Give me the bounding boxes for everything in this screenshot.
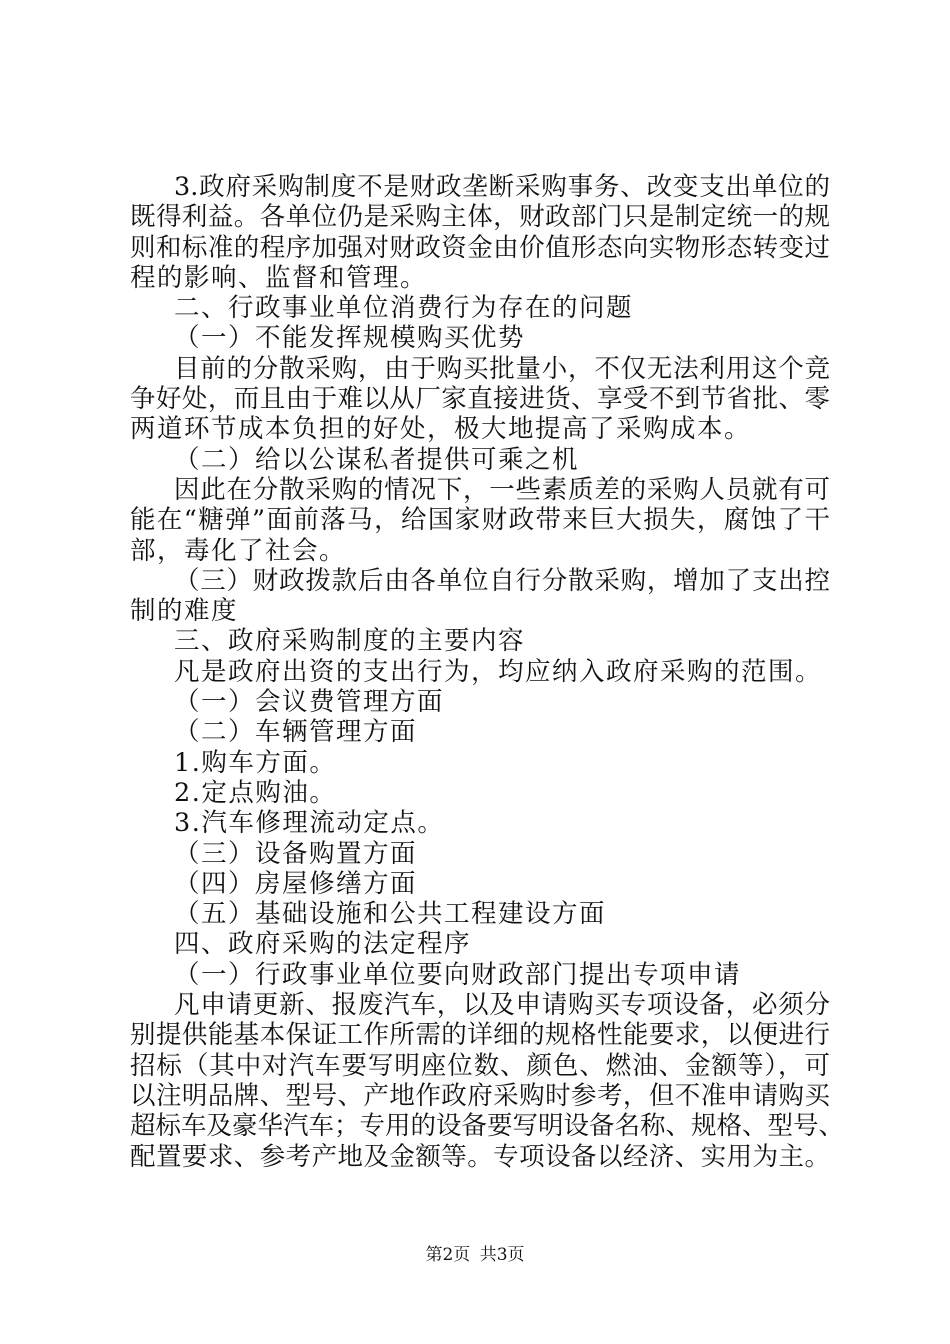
text-line: 3.政府采购制度不是财政垄断采购事务、改变支出单位的 bbox=[174, 172, 830, 202]
text-line: 别提供能基本保证工作所需的详细的规格性能要求，以便进行 bbox=[130, 1020, 830, 1051]
text-line: 程的影响、监督和管理。 bbox=[130, 262, 428, 293]
text-line: 招标（其中对汽车要写明座位数、颜色、燃油、金额等），可 bbox=[130, 1050, 830, 1081]
text-line: 争好处，而且由于难以从厂家直接进货、享受不到节省批、零 bbox=[130, 384, 830, 415]
page-number: 第2页 bbox=[425, 1245, 471, 1265]
text-line: （四）房屋修缮方面 bbox=[174, 868, 418, 899]
text-line: 2.定点购油。 bbox=[174, 777, 337, 808]
text-line: 四、政府采购的法定程序 bbox=[174, 929, 472, 960]
text-line: （一）不能发挥规模购买优势 bbox=[174, 323, 526, 354]
text-line: 超标车及豪华汽车；专用的设备要写明设备名称、规格、型号、 bbox=[130, 1111, 845, 1142]
text-line: 目前的分散采购，由于购买批量小，不仅无法利用这个竞 bbox=[174, 353, 830, 384]
text-line: （五）基础设施和公共工程建设方面 bbox=[174, 899, 607, 930]
text-line: 三、政府采购制度的主要内容 bbox=[174, 626, 526, 657]
text-line: 既得利益。各单位仍是采购主体，财政部门只是制定统一的规 bbox=[130, 202, 830, 233]
page-total: 共3页 bbox=[479, 1245, 525, 1265]
text-line: （二）车辆管理方面 bbox=[174, 717, 418, 748]
text-line: 1.购车方面。 bbox=[174, 747, 337, 778]
text-line: 因此在分散采购的情况下，一些素质差的采购人员就有可 bbox=[174, 474, 830, 505]
document-body bbox=[130, 172, 845, 1172]
text-line: （三）设备购置方面 bbox=[174, 838, 418, 869]
text-line: 以注明品牌、型号、产地作政府采购时参考，但不准申请购买 bbox=[130, 1080, 830, 1111]
text-line: 部，毒化了社会。 bbox=[130, 535, 347, 566]
text-line: （二）给以公谋私者提供可乘之机 bbox=[174, 444, 580, 475]
text-line: 凡是政府出资的支出行为，均应纳入政府采购的范围。 bbox=[174, 656, 823, 687]
text-line: （三）财政拨款后由各单位自行分散采购，增加了支出控 bbox=[174, 565, 830, 596]
text-line: （一）行政事业单位要向财政部门提出专项申请 bbox=[174, 959, 742, 990]
text-line: 制的难度 bbox=[130, 596, 239, 627]
page-footer bbox=[0, 1240, 950, 1265]
text-line: 则和标准的程序加强对财政资金由价值形态向实物形态转变过 bbox=[130, 232, 830, 263]
text-line: 配置要求、参考产地及金额等。专项设备以经济、实用为主。 bbox=[130, 1141, 830, 1172]
text-line: 两道环节成本负担的好处，极大地提高了采购成本。 bbox=[130, 414, 752, 445]
text-line: 二、行政事业单位消费行为存在的问题 bbox=[174, 293, 634, 324]
text-line: 凡申请更新、报废汽车，以及申请购买专项设备，必须分 bbox=[174, 990, 830, 1021]
text-line: 能在“糖弹”面前落马，给国家财政带来巨大损失，腐蚀了干 bbox=[130, 505, 830, 536]
text-line: 3.汽车修理流动定点。 bbox=[174, 808, 445, 839]
text-line: （一）会议费管理方面 bbox=[174, 687, 445, 718]
